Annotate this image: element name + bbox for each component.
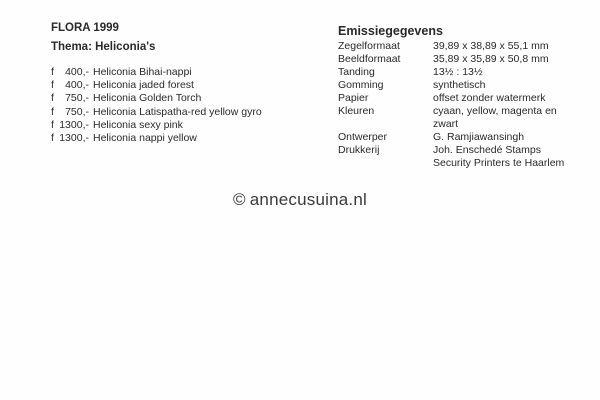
spec-row <box>338 105 588 118</box>
stamp-value: 1300,- <box>59 118 89 131</box>
stamp-value: 1300,- <box>59 132 89 145</box>
spec-row <box>338 79 588 92</box>
spec-row <box>338 92 588 105</box>
spec-row <box>338 53 588 66</box>
stamp-name: Heliconia Bihai-nappi <box>93 66 192 78</box>
spec-row <box>338 66 588 79</box>
spec-value: Joh. Enschedé Stamps <box>433 144 541 156</box>
spec-value: 39,89 x 38,89 x 55,1 mm <box>433 40 549 52</box>
spec-row <box>338 157 588 170</box>
spec-value: offset zonder watermerk <box>433 92 546 104</box>
spec-label: Kleuren <box>338 105 375 117</box>
watermark-text: annecusuina.nl <box>249 190 367 209</box>
spec-value: Security Printers te Haarlem <box>433 157 565 169</box>
spec-value: G. Ramjiawansingh <box>433 131 525 143</box>
spec-label: Tanding <box>338 66 375 78</box>
issue-specifications <box>338 24 588 170</box>
stamp-currency: f <box>51 66 54 78</box>
stamp-item <box>51 119 301 132</box>
stamp-currency: f <box>51 118 54 131</box>
stamp-item <box>51 79 301 92</box>
spec-row <box>338 40 588 53</box>
stamp-currency: f <box>51 79 54 92</box>
stamp-name: Heliconia sexy pink <box>93 118 183 131</box>
spec-row <box>338 144 588 157</box>
spec-row <box>338 118 588 131</box>
spec-label <box>338 118 433 131</box>
stamp-value: 750,- <box>65 105 89 118</box>
stamp-name: Heliconia Latispatha-red yellow gyro <box>93 105 262 118</box>
spec-label: Drukkerij <box>338 144 380 156</box>
spec-label <box>338 157 433 170</box>
spec-label: Zegelformaat <box>338 40 400 52</box>
copyright-icon: © <box>233 190 246 209</box>
stamp-name: Heliconia jaded forest <box>93 79 194 92</box>
spec-value: 35,89 x 35,89 x 50,8 mm <box>433 53 549 65</box>
document-title: FLORA 1999 <box>51 22 119 34</box>
stamp-currency: f <box>51 92 54 105</box>
watermark <box>0 190 600 210</box>
theme-heading: Thema: Heliconia's <box>51 41 156 53</box>
stamp-item <box>51 106 301 119</box>
stamp-item <box>51 66 301 79</box>
stamp-item <box>51 132 301 145</box>
specs-heading: Emissiegegevens <box>338 24 443 38</box>
spec-label: Papier <box>338 92 369 104</box>
stamp-list <box>51 66 301 145</box>
stamp-value: 750,- <box>65 92 89 105</box>
spec-label: Gomming <box>338 79 384 91</box>
spec-label: Beeldformaat <box>338 53 401 65</box>
spec-label: Ontwerper <box>338 131 388 143</box>
spec-value: zwart <box>433 118 459 130</box>
stamp-name: Heliconia Golden Torch <box>93 92 202 105</box>
spec-value: 13½ : 13½ <box>433 66 483 78</box>
stamp-currency: f <box>51 105 54 118</box>
spec-row <box>338 131 588 144</box>
stamp-issue-section <box>51 21 301 145</box>
stamp-name: Heliconia nappi yellow <box>93 132 197 145</box>
spec-value: cyaan, yellow, magenta en <box>433 105 557 117</box>
stamp-currency: f <box>51 132 54 145</box>
stamp-value: 400,- <box>65 66 89 78</box>
stamp-value: 400,- <box>65 79 89 92</box>
stamp-item <box>51 92 301 105</box>
spec-value: synthetisch <box>433 79 486 91</box>
